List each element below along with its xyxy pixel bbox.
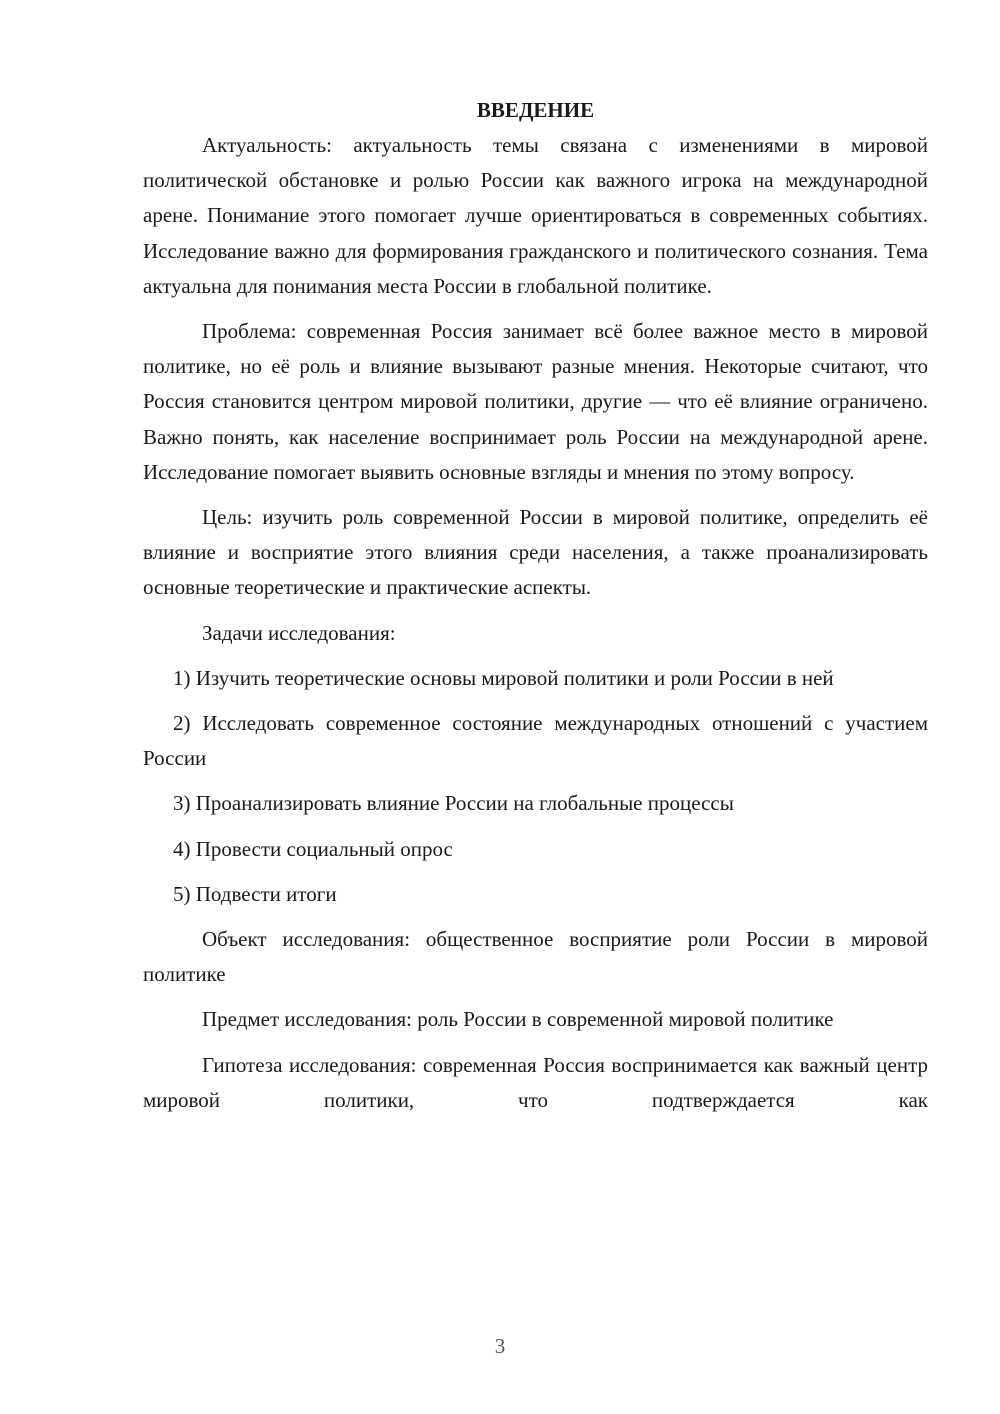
paragraph-problem: Проблема: современная Россия занимает всё более важное место в мировой политике, но её роль и влияние вызывают разные мнения. Некоторые считают, что Россия становится центром мировой политики, другие — что её влияние ограничено. Важно понять, как население воспринимает роль России на международной арене. Исследование помогает выявить основные взгляды и мнения по этому вопросу. <box>143 319 928 484</box>
paragraph-subject: Предмет исследования: роль России в современной мировой политике <box>202 1007 834 1032</box>
task-item: 3) Проанализировать влияние России на глобальные процессы <box>173 791 734 816</box>
task-item: 5) Подвести итоги <box>173 881 337 906</box>
task-item: 1) Изучить теоретические основы мировой политики и роли России в ней <box>173 665 834 690</box>
paragraph-object: Объект исследования: общественное восприятие роли России в мировой политике <box>143 927 928 987</box>
paragraph-relevance: Актуальность: актуальность темы связана с изменениями в мировой политической обстановке и ролью России как важного игрока на международной арене. Понимание этого помогает лучше ориентироваться в современных событиях. Исследование важно для формирования гражданского и политического сознания. Тема актуальна для понимания места России в глобальной политике. <box>143 133 928 298</box>
task-item: 4) Провести социальный опрос <box>173 836 453 861</box>
page-title: ВВЕДЕНИЕ <box>476 98 595 122</box>
task-item: 2) Исследовать современное состояние международных отношений с участием России <box>143 711 928 771</box>
paragraph-tasks-heading: Задачи исследования: <box>202 620 396 645</box>
text-column <box>143 92 928 1128</box>
paragraph-goal: Цель: изучить роль современной России в мировой политике, определить её влияние и восприятие этого влияния среди населения, а также проанализировать основные теоретические и практические аспекты. <box>143 505 928 600</box>
page-number: 3 <box>494 1334 506 1358</box>
paragraph-hypothesis: Гипотеза исследования: современная Россия воспринимается как важный центр мировой политики, что подтверждается как <box>143 1052 928 1112</box>
